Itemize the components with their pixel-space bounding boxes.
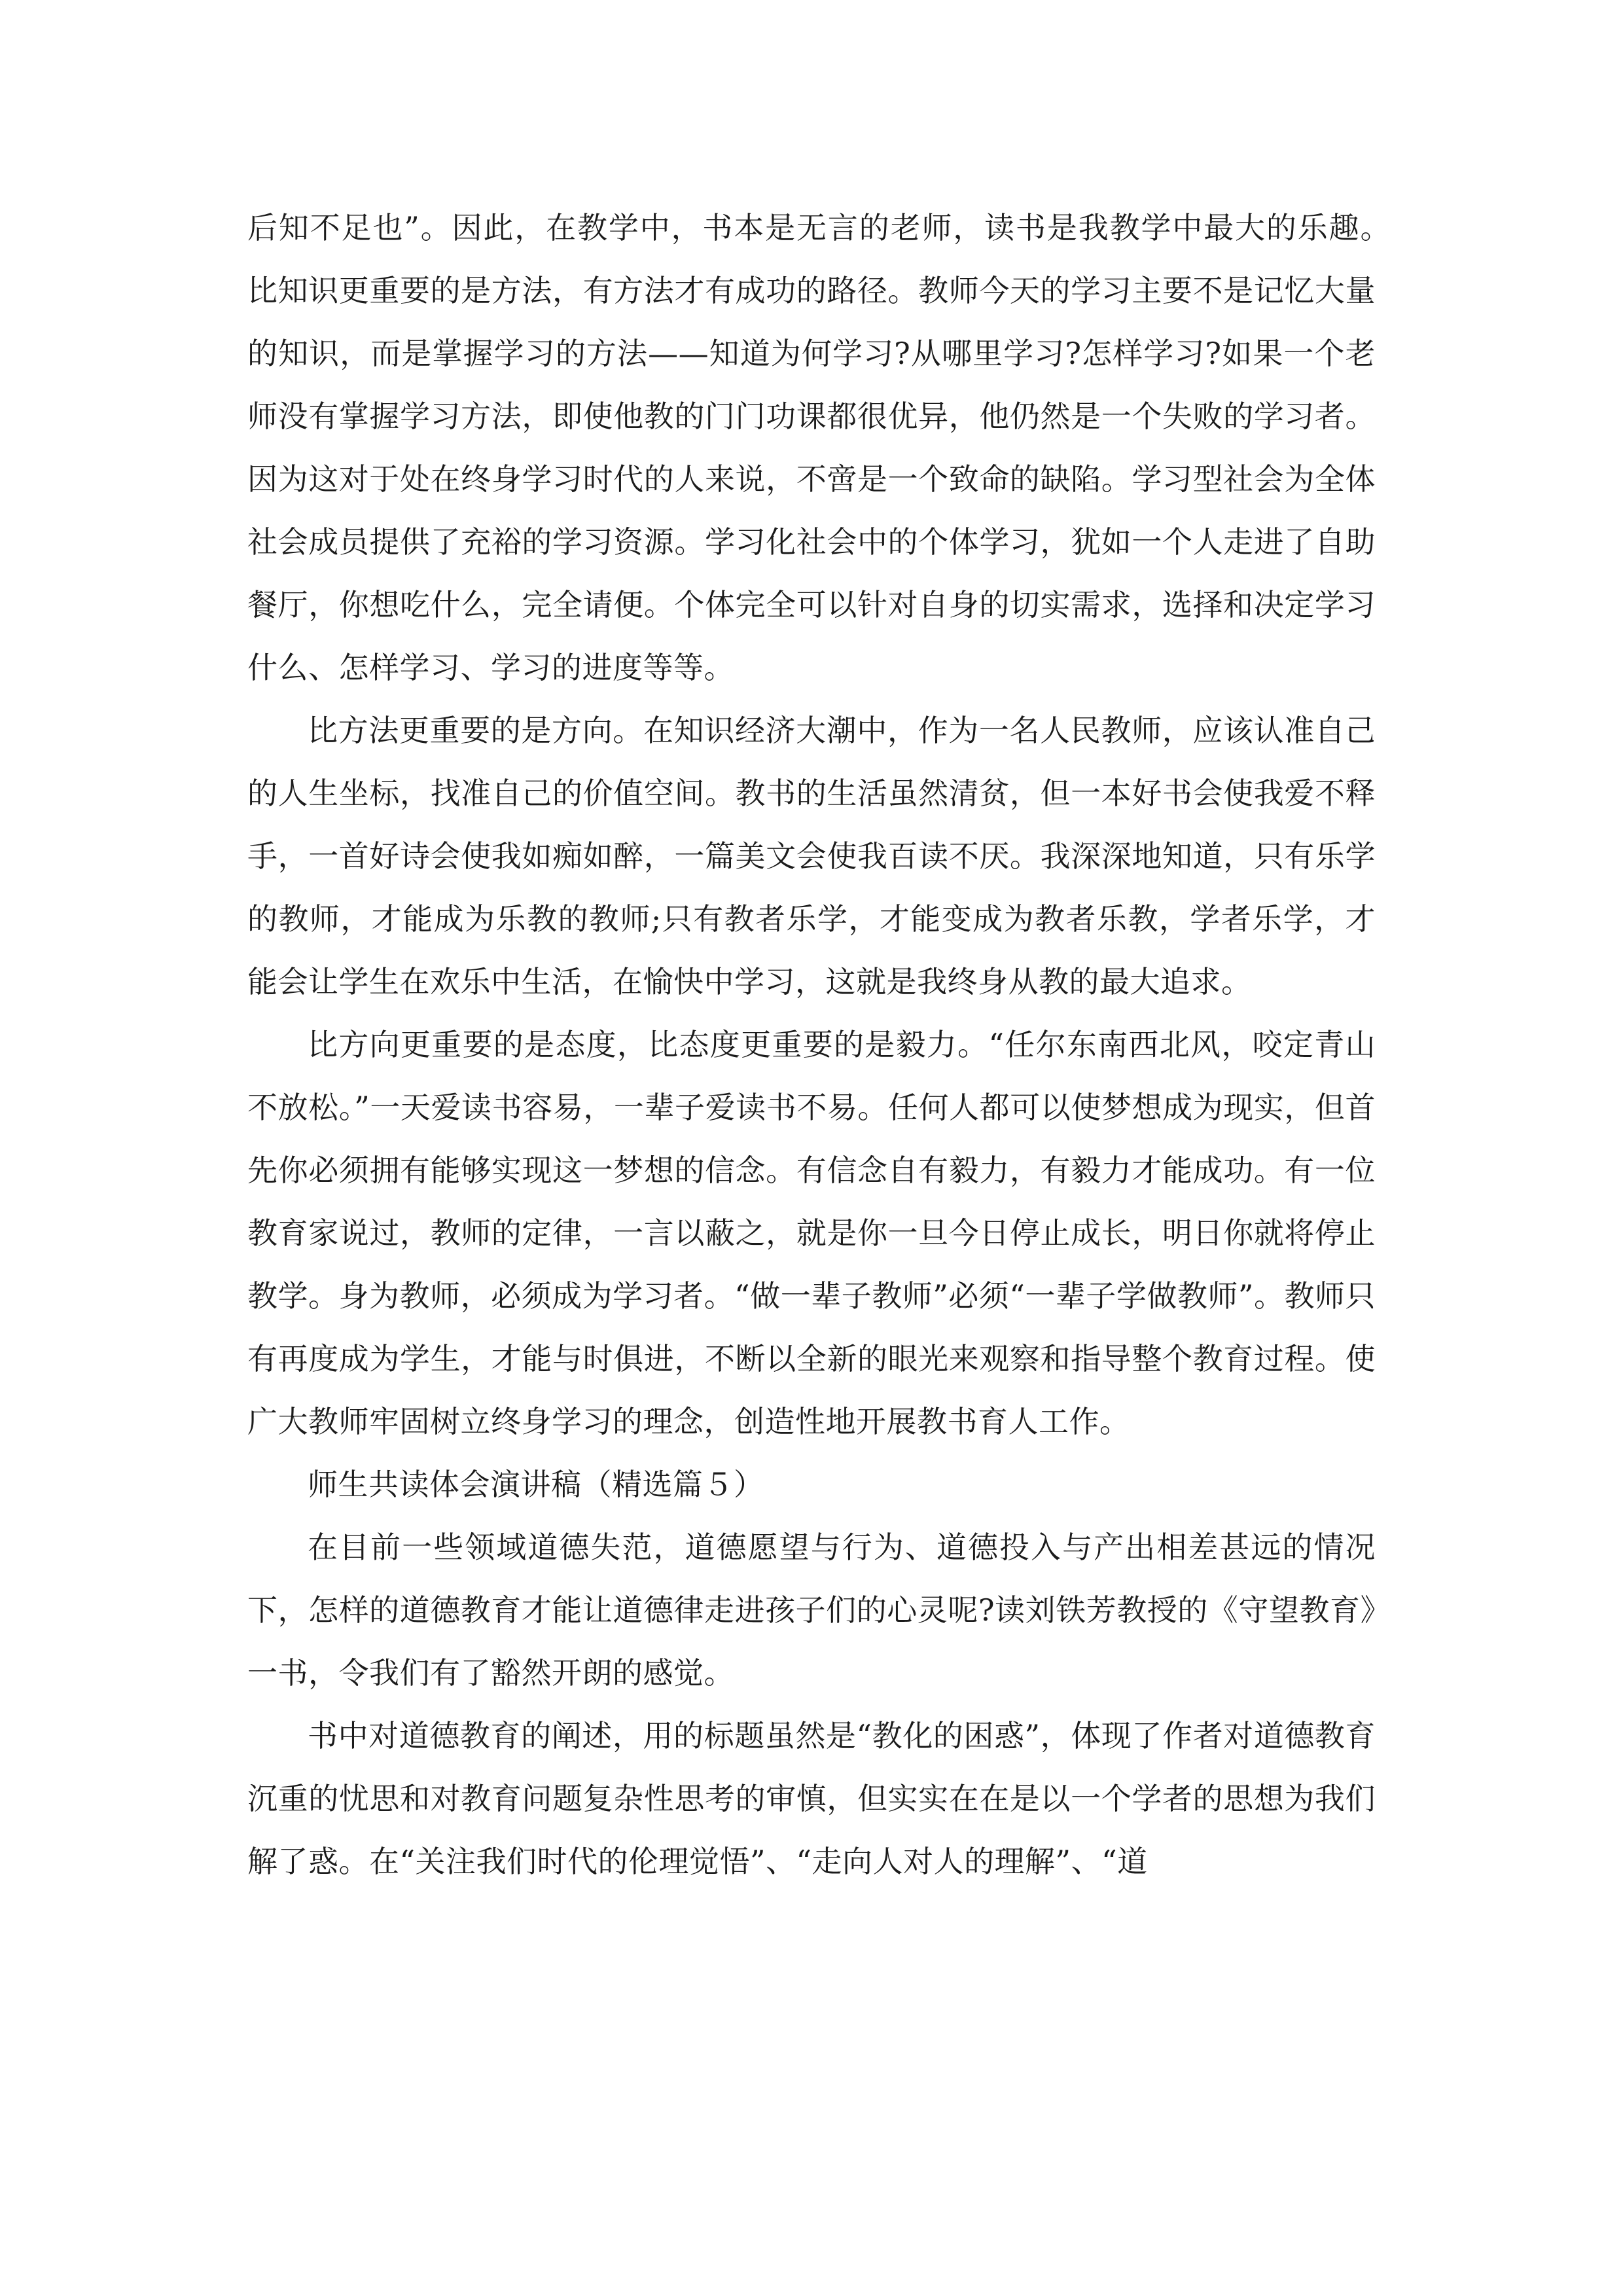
body-text: [247, 196, 1406, 1893]
paragraph-intro: 在目前一些领域道德失范，道德愿望与行为、道德投入与产出相差甚远的情况下，怎样的道德教育才能让道德律走进孩子们的心灵呢?读刘铁芳教授的《守望教育》一书，令我们有了豁然开朗的感觉。: [247, 1530, 1376, 1691]
paragraph-attitude: 比方向更重要的是态度，比态度更重要的是毅力。“任尔东南西北风，咬定青山不放松。”一天爱读书容易，一辈子爱读书不易。任何人都可以使梦想成为现实，但首先你必须拥有能够实现这一梦想的信念。有信念自有毅力，有毅力才能成功。有一位教育家说过，教师的定律，一言以蔽之，就是你一旦今日停止成长，明日你就将停止教学。身为教师，必须成为学习者。“做一辈子教师”必须“一辈子学做教师”。教师只有再度成为学生，才能与时俱进，不断以全新的眼光来观察和指导整个教育过程。使广大教师牢固树立终身学习的理念，创造性地开展教书育人工作。: [247, 1027, 1376, 1439]
paragraph-continuation: 后知不足也”。因此，在教学中，书本是无言的老师，读书是我教学中最大的乐趣。 比知识更重要的是方法，有方法才有成功的路径。教师今天的学习主要不是记忆大量的知识，而是掌握学习的方法——知道为何学习?从哪里学习?怎样学习?如果一个老师没有掌握学习方法，即使他教的门门功课都很优异，他仍然是一个失败的学习者。因为这对于处在终身学习时代的人来说，不啻是一个致命的缺陷。学习型社会为全体社会成员提供了充裕的学习资源。学习化社会中的个体学习，犹如一个人走进了自助餐厅，你想吃什么，完全请便。个体完全可以针对自身的切实需求，选择和决定学习什么、怎样学习、学习的进度等等。: [247, 210, 1406, 685]
section-heading: 师生共读体会演讲稿（精选篇５）: [308, 1467, 764, 1502]
paragraph-book-discussion: 书中对道德教育的阐述，用的标题虽然是“教化的困惑”，体现了作者对道德教育沉重的忧思和对教育问题复杂性思考的审慎，但实实在在是以一个学者的思想为我们解了惑。在“关注我们时代的伦理觉悟”、“走向人对人的理解”、“道: [247, 1718, 1376, 1879]
paragraph-direction: 比方法更重要的是方向。在知识经济大潮中，作为一名人民教师，应该认准自己的人生坐标，找准自己的价值空间。教书的生活虽然清贫，但一本好书会使我爱不释手，一首好诗会使我如痴如醉，一篇美文会使我百读不厌。我深深地知道，只有乐学的教师，才能成为乐教的教师;只有教者乐学，才能变成为教者乐教，学者乐学，才能会让学生在欢乐中生活，在愉快中学习，这就是我终身从教的最大追求。: [247, 713, 1376, 999]
